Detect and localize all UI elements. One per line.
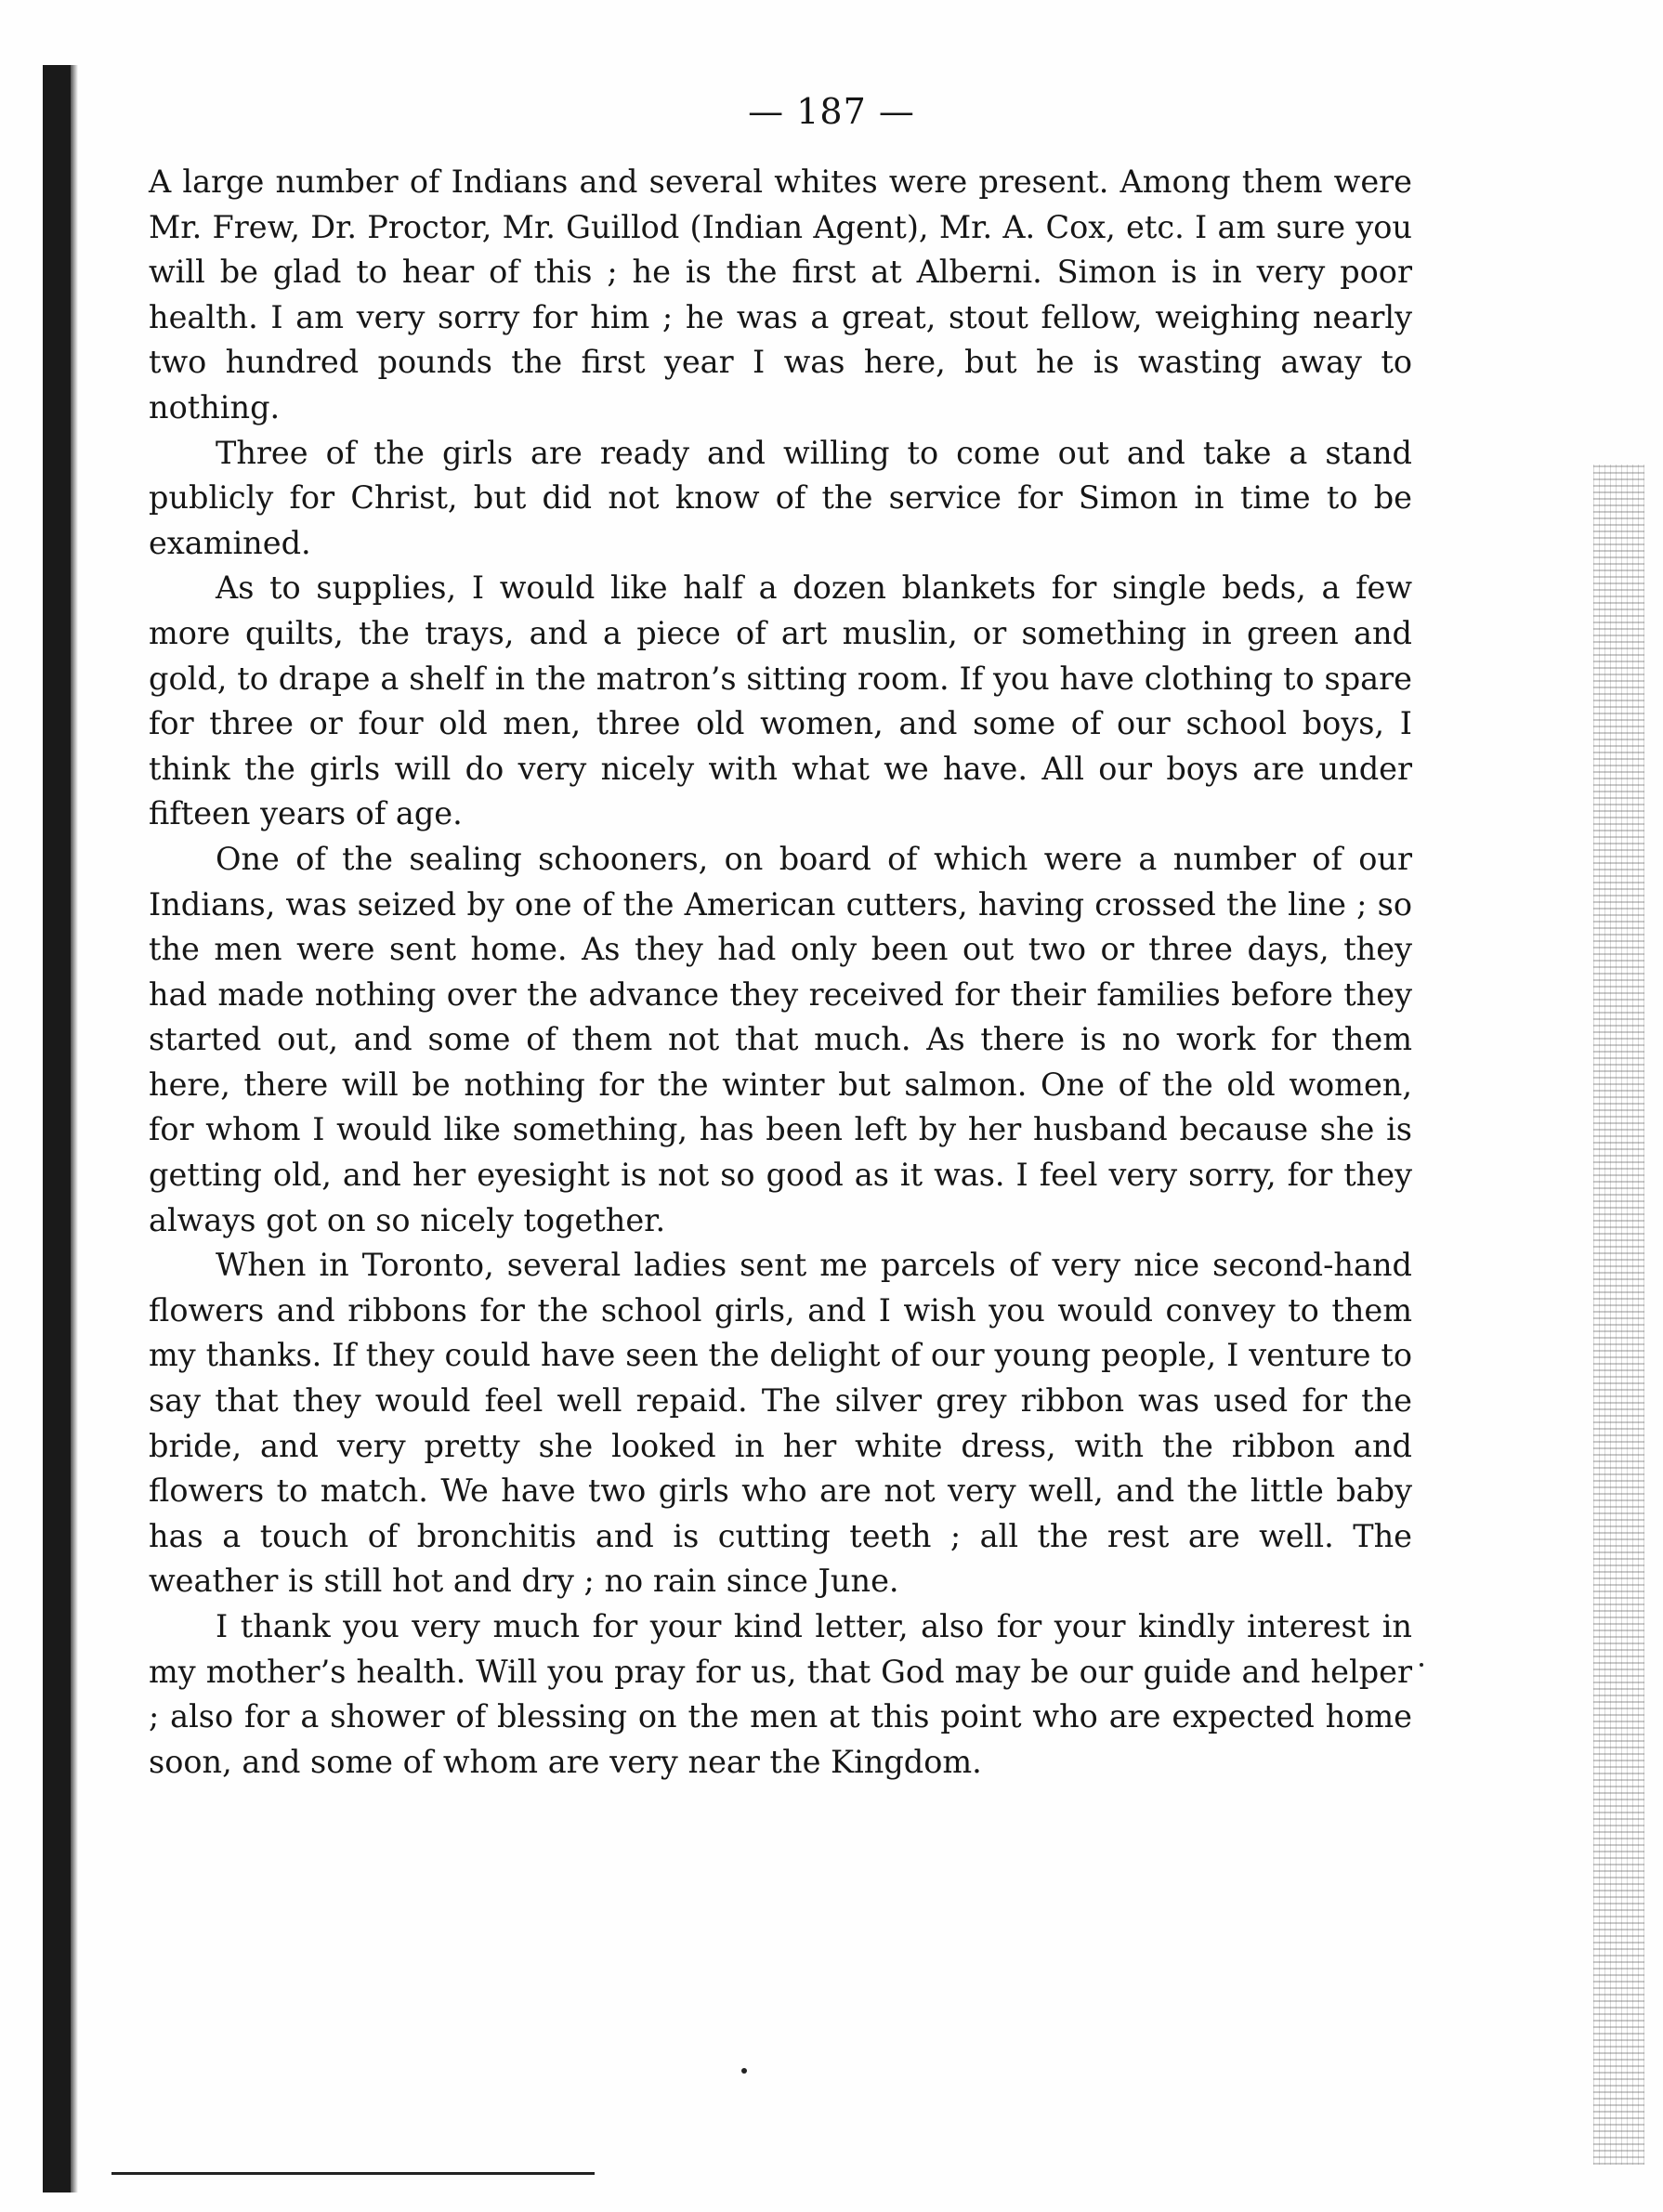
bottom-rule	[111, 2172, 595, 2175]
body-text	[149, 160, 1412, 1785]
page-number: — 187 —	[748, 91, 915, 132]
paragraph-2: Three of the girls are ready and willing to come out and take a stand publicly for Christ, but did not know of the service for Simon in time to be examined.	[149, 434, 1412, 561]
paragraph-6: I thank you very much for your kind letter, also for your kindly interest in my mother’s health. Will you pray for us, that God may be our guide and helper ; also for a shower of blessing on the men at this point who are expected home soon, and some of whom are very near the Kingdom.	[149, 1608, 1412, 1780]
page-binding-edge	[43, 65, 71, 2192]
paragraph-4: One of the sealing schooners, on board of which were a number of our Indians, was seized by one of the American cutters, having crossed the line ; so the men were sent home. As they had only been out two or three days, they had made nothing over the advance they received for their families before they started out, and some of them not that much. As there is no work for them here, there will be nothing for the winter but salmon. One of the old women, for whom I would like something, has been left by her husband because she is getting old, and her eyesight is not so good as it was. I feel very sorry, for they always got on so nicely together.	[149, 840, 1412, 1238]
paragraph-1: A large number of Indians and several whites were present. Among them were Mr. Frew, Dr. Proctor, Mr. Guillod (Indian Agent), Mr. A. Cox, etc. I am sure you will be glad to hear of this ; he is the first at Alberni. Simon is in very poor health. I am very sorry for him ; he was a great, stout fellow, weighing nearly two hundred pounds the first year I was here, but he is wasting away to nothing.	[149, 164, 1412, 425]
page-right-edge-speckle	[1593, 465, 1644, 2165]
paragraph-3: As to supplies, I would like half a dozen blankets for single beds, a few more quilts, the trays, and a piece of art muslin, or something in green and gold, to drape a shelf in the matron’s sitting room. If you have clothing to spare for three or four old men, three old women, and some of our school boys, I think the girls will do very nicely with what we have. All our boys are under fifteen years of age.	[149, 569, 1412, 832]
print-speck	[1420, 1663, 1423, 1667]
paragraph-5: When in Toronto, several ladies sent me parcels of very nice second-hand flowers and ribbons for the school girls, and I wish you would convey to them my thanks. If they could have seen the delight of our young people, I venture to say that they would feel well repaid. The silver grey ribbon was used for the bride, and very pretty she looked in her white dress, with the ribbon and flowers to match. We have two girls who are not very well, and the little baby has a touch of bronchitis and is cutting teeth ; all the rest are well. The weather is still hot and dry ; no rain since June.	[149, 1247, 1412, 1600]
binding-shadow	[71, 65, 78, 2192]
print-speck	[741, 2068, 747, 2074]
